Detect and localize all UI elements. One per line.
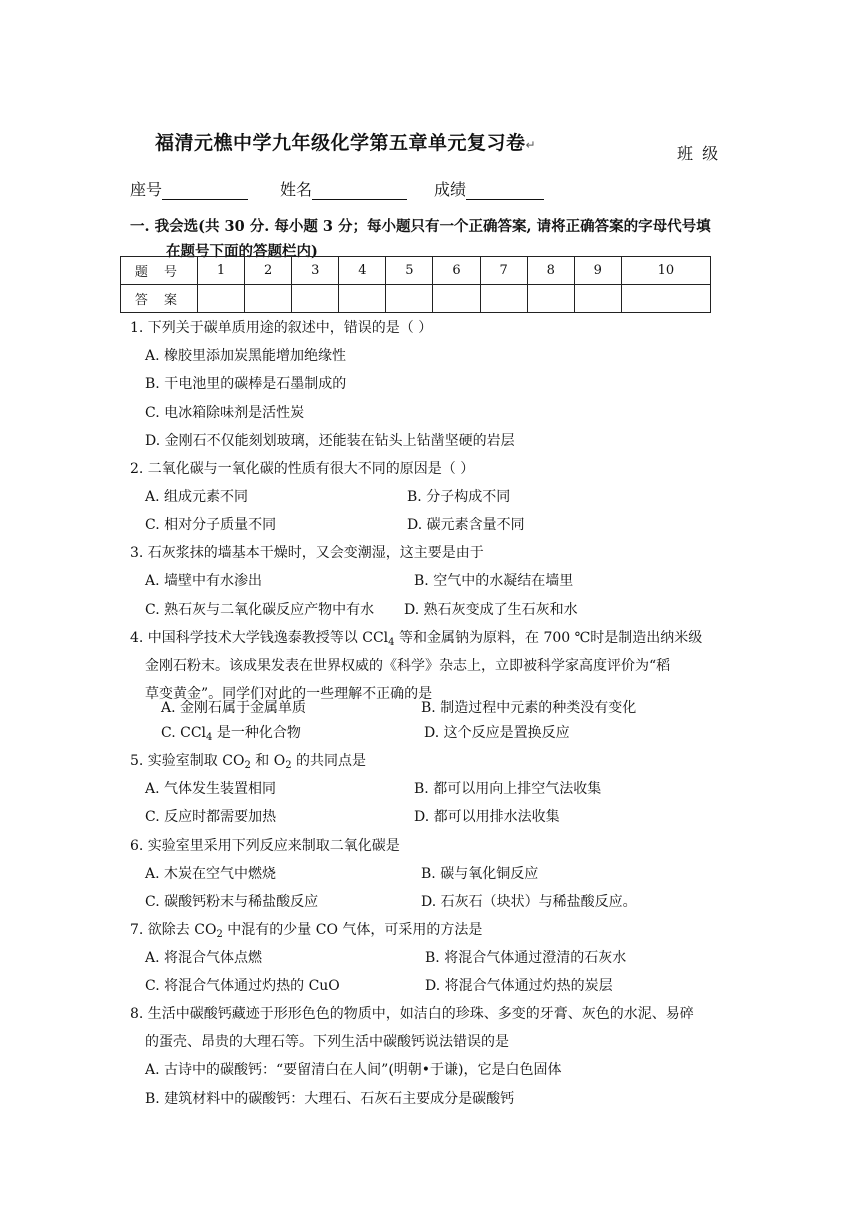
section-heading-line1: 一. 我会选(共 30 分. 每小题 3 分；每小题只有一个正确答案, 请将正确答案的字母代号填	[130, 218, 711, 235]
seat-label: 座号	[130, 180, 163, 199]
question-6-stem: 6. 实验室里采用下列反应来制取二氧化碳是	[130, 838, 400, 854]
question-5-option-a: A. 气体发生装置相同	[145, 781, 277, 797]
question-7-option-c: C. 将混合气体通过灼热的 CuO	[145, 978, 340, 994]
q5-subscript-2: 2	[285, 760, 292, 771]
q4-option-c-text-a: C. CCl	[161, 725, 207, 741]
name-blank[interactable]	[312, 183, 407, 200]
question-1-option-b: B. 干电池里的碳棒是石墨制成的	[145, 376, 347, 392]
answer-cell[interactable]	[339, 285, 386, 313]
answer-cell[interactable]	[574, 285, 621, 313]
answer-cell[interactable]	[621, 285, 710, 313]
question-3-option-a: A. 墙壁中有水渗出	[145, 573, 263, 589]
number-cell: 5	[386, 257, 433, 285]
answer-cell[interactable]	[386, 285, 433, 313]
question-8-stem-line2: 的蛋壳、昂贵的大理石等。下列生活中碳酸钙说法错误的是	[145, 1034, 509, 1050]
question-8-option-a: A. 古诗中的碳酸钙：“要留清白在人间”(明朝•于谦)，它是白色固体	[145, 1062, 562, 1078]
number-cell: 9	[574, 257, 621, 285]
question-1-option-a: A. 橡胶里添加炭黑能增加绝缘性	[145, 348, 347, 364]
question-4-option-c	[161, 719, 301, 747]
q5-subscript-1: 2	[244, 760, 251, 771]
exam-title	[155, 128, 536, 155]
score-field	[434, 177, 544, 200]
question-7-stem	[130, 916, 482, 944]
exam-title-text: 福清元樵中学九年级化学第五章单元复习卷	[155, 132, 526, 154]
answer-cell[interactable]	[433, 285, 480, 313]
number-cell: 2	[245, 257, 292, 285]
question-3-option-d: D. 熟石灰变成了生石灰和水	[404, 602, 578, 618]
answer-table	[120, 256, 711, 313]
answer-header-cell: 答 案	[121, 285, 198, 313]
question-1-option-c: C. 电冰箱除味剂是活性炭	[145, 405, 305, 421]
q7-stem-text-a: 7. 欲除去 CO	[130, 922, 217, 938]
score-label: 成绩	[434, 180, 467, 199]
q5-stem-text-c: 的共同点是	[291, 753, 367, 769]
question-2-option-c: C. 相对分子质量不同	[145, 517, 277, 533]
seat-field	[130, 177, 248, 200]
answer-cell[interactable]	[198, 285, 245, 313]
question-6-option-c: C. 碳酸钙粉末与稀盐酸反应	[145, 894, 319, 910]
number-cell: 8	[527, 257, 574, 285]
question-4-stem-line1	[130, 624, 702, 652]
question-5-stem	[130, 747, 366, 775]
answer-table-answer-row	[121, 285, 711, 313]
question-6-option-d: D. 石灰石（块状）与稀盐酸反应。	[421, 894, 637, 910]
seat-blank[interactable]	[162, 183, 248, 200]
question-7-option-b: B. 将混合气体通过澄清的石灰水	[425, 950, 627, 966]
number-cell: 3	[292, 257, 339, 285]
q4-option-c-text-b: 是一种化合物	[212, 725, 301, 741]
q4-option-c-subscript: 4	[206, 732, 213, 743]
answer-table-number-row	[121, 257, 711, 285]
question-3-option-c: C. 熟石灰与二氧化碳反应产物中有水	[145, 602, 375, 618]
question-7-option-d: D. 将混合气体通过灼热的炭层	[425, 978, 613, 994]
question-2-option-d: D. 碳元素含量不同	[407, 517, 525, 533]
question-1-option-d: D. 金刚石不仅能刻划玻璃，还能装在钻头上钻凿坚硬的岩层	[145, 433, 515, 449]
number-cell: 10	[621, 257, 710, 285]
question-8-option-b: B. 建筑材料中的碳酸钙：大理石、石灰石主要成分是碳酸钙	[145, 1091, 515, 1107]
question-6-option-b: B. 碳与氧化铜反应	[421, 866, 539, 882]
q4-stem-text-b: 等和金属钠为原料，在 700 ℃时是制造出纳米级	[394, 630, 703, 646]
question-6-option-a: A. 木炭在空气中燃烧	[145, 866, 277, 882]
number-cell: 4	[339, 257, 386, 285]
q4-subscript: 4	[388, 637, 395, 648]
question-3-option-b: B. 空气中的水凝结在墙里	[414, 573, 574, 589]
question-4-stem-line2: 金刚石粉末。该成果发表在世界权威的《科学》杂志上，立即被科学家高度评价为“稻	[145, 658, 671, 674]
question-4-option-a: A. 金刚石属于金属单质	[161, 700, 307, 716]
answer-cell[interactable]	[527, 285, 574, 313]
question-2-option-b: B. 分子构成不同	[407, 489, 511, 505]
question-3-stem: 3. 石灰浆抹的墙基本干燥时，又会变潮湿，这主要是由于	[130, 545, 484, 561]
question-7-option-a: A. 将混合气体点燃	[145, 950, 263, 966]
q5-stem-text-b: 和 O	[250, 753, 286, 769]
question-8-stem-line1: 8. 生活中碳酸钙藏迹于形形色色的物质中，如洁白的珍珠、多变的牙膏、灰色的水泥、易碎	[130, 1006, 694, 1022]
class-label: 班 级	[677, 144, 721, 163]
question-1-stem: 1. 下列关于碳单质用途的叙述中，错误的是（ ）	[130, 320, 433, 336]
q7-stem-text-b: 中混有的少量 CO 气体，可采用的方法是	[222, 922, 483, 938]
question-5-option-d: D. 都可以用排水法收集	[414, 809, 560, 825]
q7-subscript: 2	[216, 929, 223, 940]
question-2-stem: 2. 二氧化碳与一氧化碳的性质有很大不同的原因是（ ）	[130, 461, 475, 477]
q5-stem-text-a: 5. 实验室制取 CO	[130, 753, 245, 769]
number-cell: 1	[198, 257, 245, 285]
return-mark-icon: ↵	[525, 138, 537, 152]
number-header-cell: 题 号	[121, 257, 198, 285]
question-4-stem-line3: 草变黄金”。同学们对此的一些理解不正确的是	[145, 686, 433, 702]
question-4-option-d: D. 这个反应是置换反应	[424, 725, 570, 741]
number-cell: 6	[433, 257, 480, 285]
number-cell: 7	[480, 257, 527, 285]
question-5-option-b: B. 都可以用向上排空气法收集	[414, 781, 602, 797]
question-4-option-b: B. 制造过程中元素的种类没有变化	[421, 700, 637, 716]
score-blank[interactable]	[466, 183, 544, 200]
answer-cell[interactable]	[480, 285, 527, 313]
question-2-option-a: A. 组成元素不同	[145, 489, 249, 505]
name-field	[280, 177, 407, 200]
answer-cell[interactable]	[292, 285, 339, 313]
q4-stem-text-a: 4. 中国科学技术大学钱逸泰教授等以 CCl	[130, 630, 389, 646]
question-5-option-c: C. 反应时都需要加热	[145, 809, 277, 825]
answer-cell[interactable]	[245, 285, 292, 313]
section-heading-line2: 在题号下面的答题栏内)	[166, 243, 318, 260]
name-label: 姓名	[280, 180, 313, 199]
